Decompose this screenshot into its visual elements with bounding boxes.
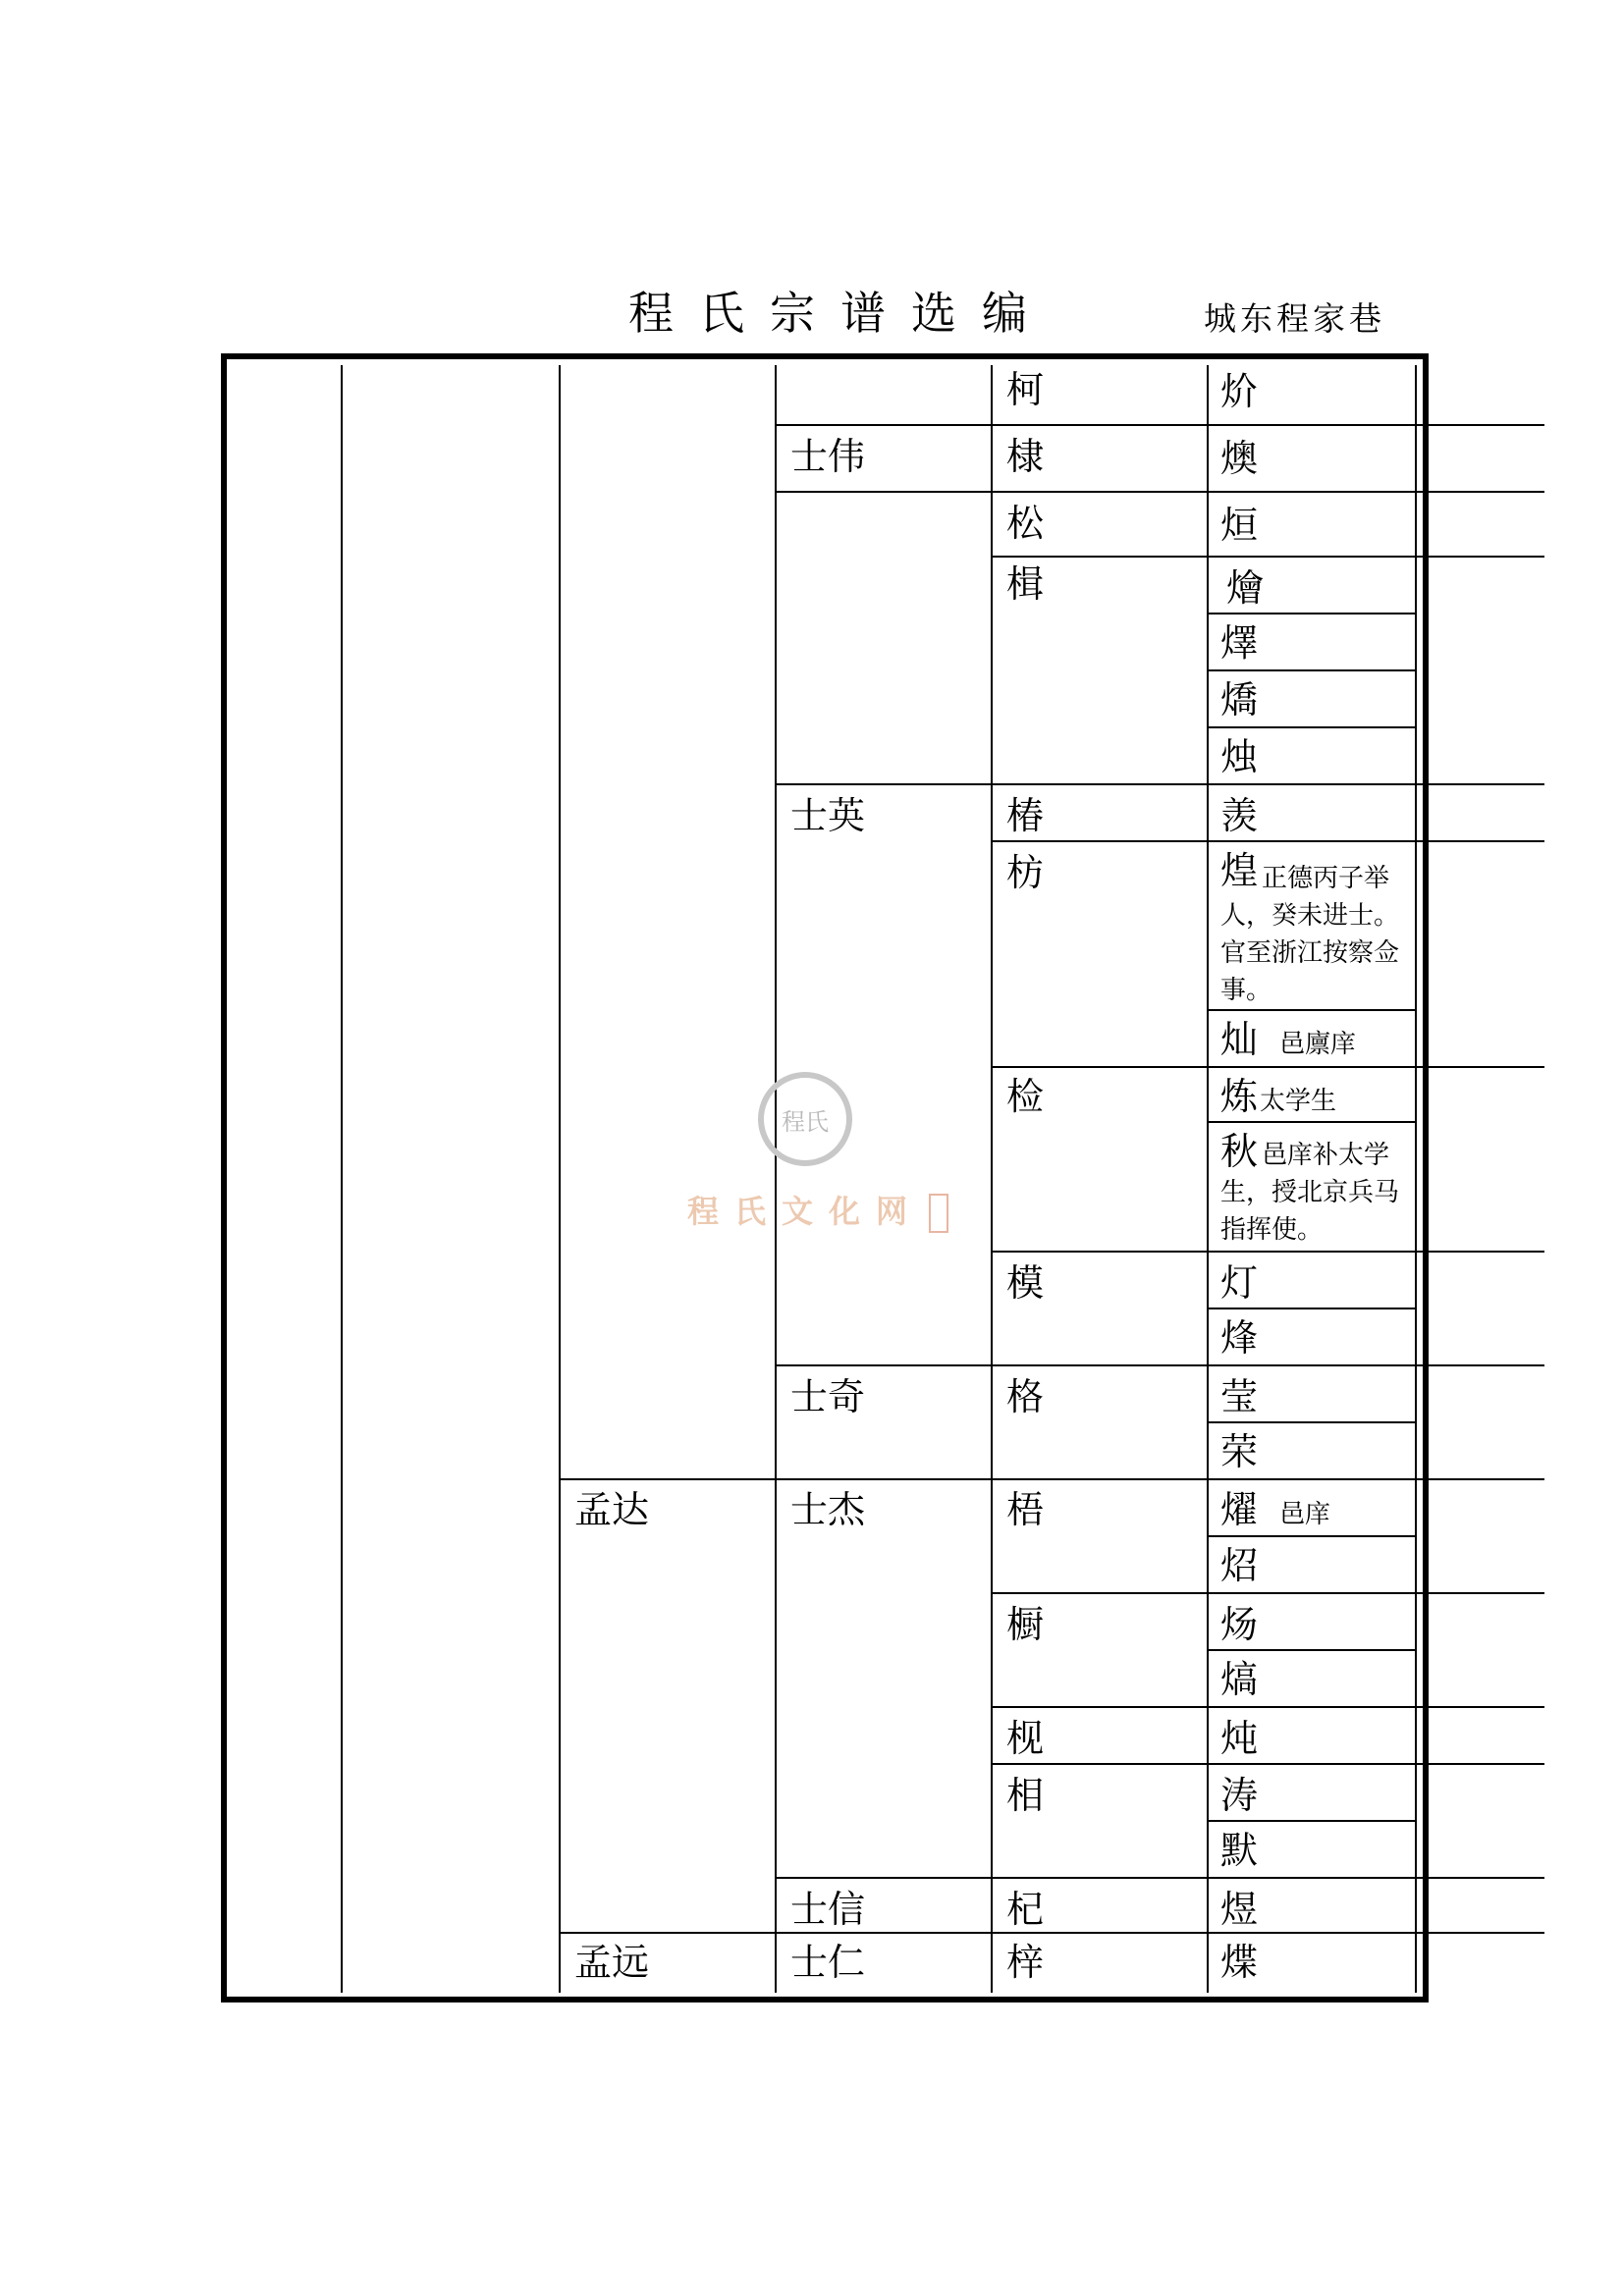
row-divider [1208,1308,1417,1309]
name-row19: 炀 [1220,1603,1259,1646]
row-divider [992,1251,1544,1253]
name-row25: 煠 [1220,1941,1259,1984]
column-divider [341,365,343,1993]
name-shiqi: 士奇 [790,1375,866,1418]
column-divider [991,365,993,1993]
row-divider [560,1478,1544,1480]
name-row23: 默 [1220,1829,1259,1872]
name-jian: 检 [1006,1075,1045,1118]
name-row24: 煜 [1220,1888,1259,1931]
row-divider [776,1877,1544,1879]
name-row17-text: 燿 [1220,1488,1259,1531]
name-row10-text: 灿 [1220,1018,1259,1061]
row-divider [776,491,1544,493]
name-row17 [1220,1488,1331,1531]
name-row20: 熇 [1220,1658,1259,1701]
column-divider [559,365,561,1993]
name-shixin: 士信 [790,1888,866,1931]
name-shiren: 士仁 [790,1941,866,1984]
name-fang: 枋 [1006,851,1045,894]
page-title: 程氏宗谱选编 [628,287,1053,340]
row-divider [992,1763,1544,1765]
name-row1: 炌 [1220,370,1259,413]
name-row11-text: 炼 [1220,1075,1259,1118]
name-row8: 羡 [1220,794,1259,837]
name-zi: 梓 [1006,1941,1045,1984]
genealogy-table [221,353,1429,2002]
name-row13: 灯 [1220,1261,1259,1305]
name-row6: 燆 [1220,678,1259,721]
row-divider [1208,1820,1417,1822]
name-xiang: 相 [1006,1774,1045,1817]
column-divider [1207,365,1209,1993]
name-row18: 炤 [1220,1544,1259,1587]
note-row11: 太学生 [1260,1087,1337,1116]
name-qi: 杞 [1006,1888,1045,1931]
watermark-seal: 程氏 [758,1072,852,1166]
name-shiwei: 士伟 [790,435,866,478]
name-row15: 莹 [1220,1375,1259,1418]
watermark-stamp [929,1194,948,1233]
note-row12: 邑庠补太学生，授北京兵马指挥使。 [1220,1141,1400,1245]
row-divider [1208,1649,1417,1651]
column-divider [1415,365,1417,1993]
name-jian2: 枧 [1006,1717,1045,1760]
name-wu: 梧 [1006,1488,1045,1531]
row-divider [1208,669,1417,671]
watermark-site-name: 程氏文化网 [687,1193,924,1230]
name-row7: 烛 [1220,735,1259,778]
name-row5: 燡 [1220,621,1259,665]
row-divider [992,1706,1544,1708]
name-row16: 荣 [1220,1430,1259,1473]
row-divider [992,840,1544,842]
name-ge: 格 [1006,1375,1045,1418]
row-divider [776,783,1544,785]
row-divider [1208,1009,1417,1011]
row-divider [992,1066,1544,1068]
name-shijie: 士杰 [790,1488,866,1531]
row-divider [992,556,1544,558]
row-divider [776,424,1544,426]
name-row2: 燠 [1220,437,1259,480]
row-divider [776,1364,1544,1366]
name-ke: 柯 [1006,368,1045,411]
name-mengda: 孟达 [574,1488,650,1531]
name-song: 松 [1006,502,1045,545]
row-divider [992,1592,1544,1594]
name-li: 棣 [1006,435,1045,478]
name-row14: 烽 [1220,1316,1259,1360]
column-divider [775,365,777,1993]
row-divider [1208,1421,1417,1423]
name-shiying: 士英 [790,794,866,837]
row-divider [1208,613,1417,614]
name-row22: 涛 [1220,1774,1259,1817]
name-row21: 炖 [1220,1717,1259,1760]
name-row9: 煌 [1220,849,1259,892]
name-row12: 秋 [1220,1130,1259,1173]
page-subtitle: 城东程家巷 [1204,299,1385,338]
name-mengyuan: 孟远 [574,1941,650,1984]
name-row11 [1220,1075,1337,1118]
name-mo: 模 [1006,1261,1045,1305]
row-divider [1208,1121,1417,1123]
name-ji: 楫 [1006,562,1045,606]
name-row3: 烜 [1220,504,1259,547]
row-divider [560,1932,1544,1934]
name-row4: 燴 [1226,566,1265,610]
row-divider [1208,726,1417,728]
row-divider [1208,1535,1417,1537]
note-row17: 邑庠 [1279,1500,1331,1529]
name-chu: 橱 [1006,1603,1045,1646]
note-row10: 邑廪庠 [1279,1030,1357,1059]
note-row9: 正德丙子举人，癸未进士。官至浙江按察佥事。 [1220,864,1400,1005]
name-row10 [1220,1018,1357,1061]
name-chun: 椿 [1006,794,1045,837]
